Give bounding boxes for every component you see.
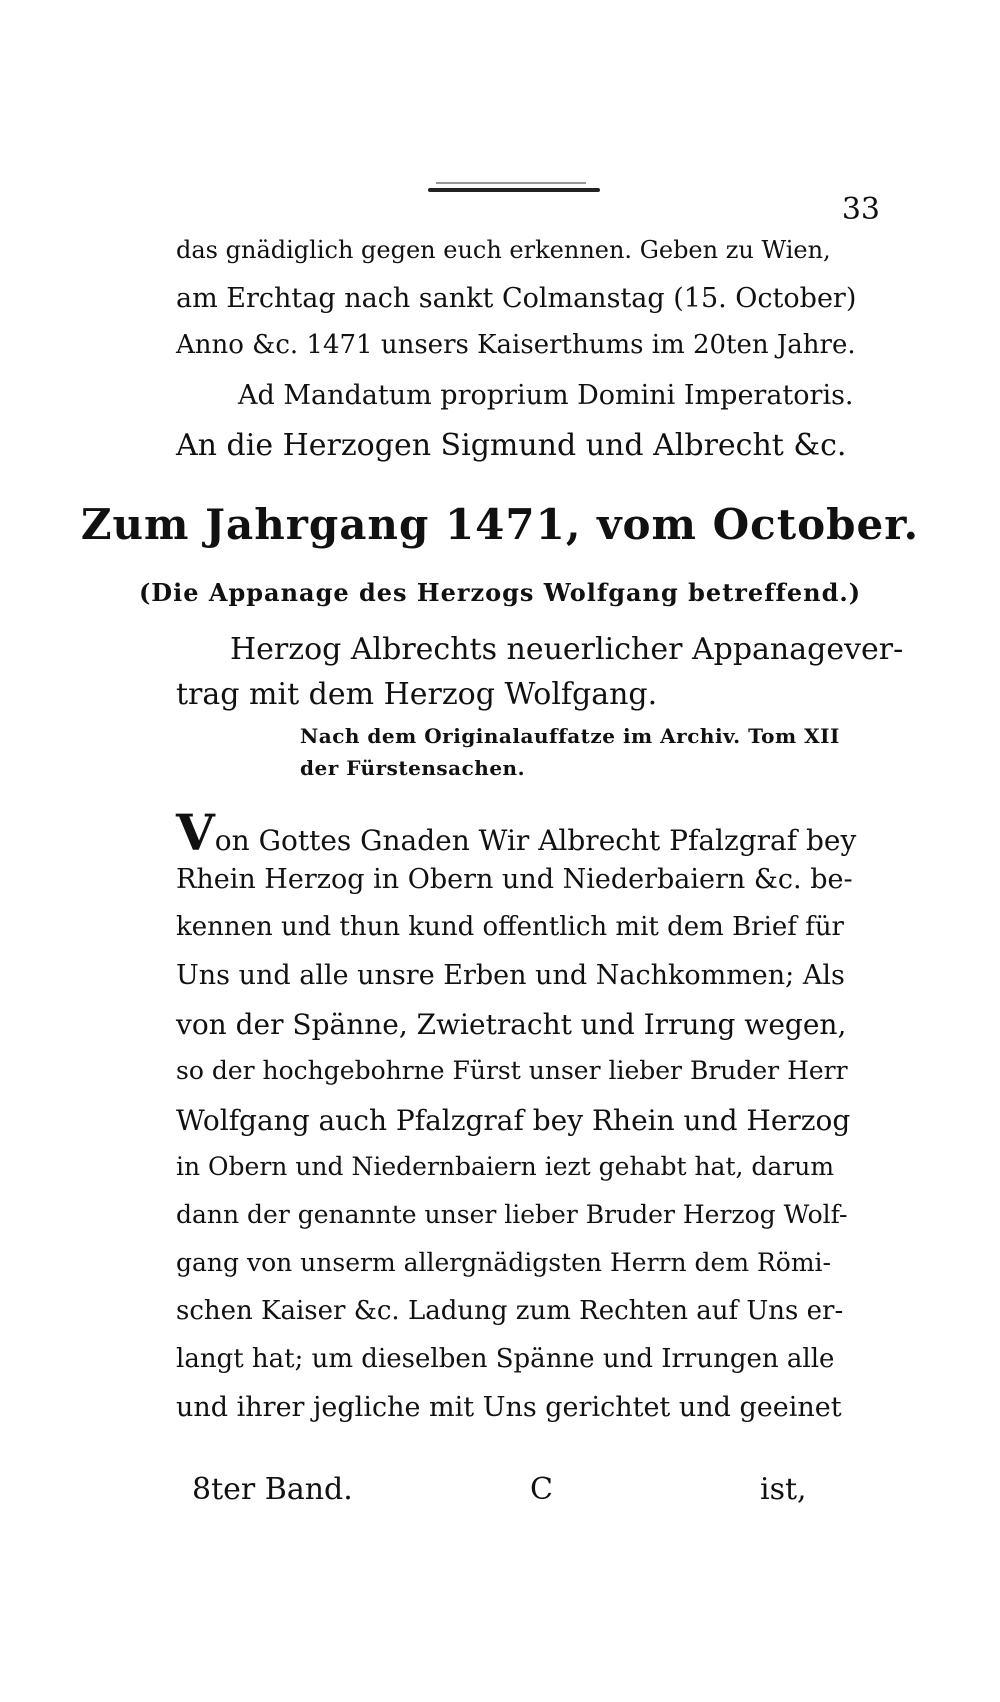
drop-cap: V bbox=[176, 803, 215, 862]
closing-line: am Erchtag nach sankt Colmanstag (15. October) bbox=[176, 283, 857, 314]
header-rule-shadow bbox=[436, 182, 586, 184]
main-text-first-line bbox=[176, 803, 857, 862]
signature-line: Ad Mandatum proprium Domini Imperatoris. bbox=[238, 380, 854, 411]
main-text-line: kennen und thun kund offentlich mit dem Brief für bbox=[176, 912, 844, 942]
main-text-line: Wolfgang auch Pfalzgraf bey Rhein und Herzog bbox=[176, 1104, 851, 1137]
main-text-line: on Gottes Gnaden Wir Albrecht Pfalzgraf bey bbox=[214, 824, 857, 857]
signature-line: An die Herzogen Sigmund und Albrecht &c. bbox=[176, 428, 847, 463]
source-note-line: der Fürstensachen. bbox=[300, 756, 526, 780]
gathering-letter: C bbox=[530, 1472, 553, 1507]
document-title-line: trag mit dem Herzog Wolfgang. bbox=[176, 677, 658, 712]
main-text-line: Rhein Herzog in Obern und Niederbaiern &c. be- bbox=[176, 864, 853, 895]
section-subheading: (Die Appanage des Herzogs Wolfgang betreffend.) bbox=[138, 578, 862, 607]
main-text-line: in Obern und Niedernbaiern iezt gehabt hat, darum bbox=[176, 1152, 835, 1181]
main-text-line: gang von unserm allergnädigsten Herrn dem Römi- bbox=[176, 1248, 832, 1277]
main-text-line: schen Kaiser &c. Ladung zum Rechten auf Uns er- bbox=[176, 1296, 844, 1326]
signature-mark: 8ter Band. bbox=[192, 1472, 353, 1507]
document-title-line: Herzog Albrechts neuerlicher Appanagever- bbox=[230, 632, 904, 667]
main-text-line: von der Spänne, Zwietracht und Irrung wegen, bbox=[176, 1008, 847, 1041]
closing-line: Anno &c. 1471 unsers Kaiserthums im 20ten Jahre. bbox=[176, 330, 856, 360]
main-text-line: dann der genannte unser lieber Bruder Herzog Wolf- bbox=[176, 1200, 848, 1229]
section-heading: Zum Jahrgang 1471, vom October. bbox=[80, 500, 920, 549]
header-rule bbox=[428, 188, 600, 192]
main-text-line: und ihrer jegliche mit Uns gerichtet und geeinet bbox=[176, 1392, 842, 1423]
catchword: ist, bbox=[760, 1472, 807, 1507]
page-number: 33 bbox=[841, 192, 880, 227]
closing-line: das gnädiglich gegen euch erkennen. Geben zu Wien, bbox=[176, 236, 831, 264]
main-text-line: so der hochgebohrne Fürst unser lieber Bruder Herr bbox=[176, 1056, 848, 1085]
source-note-line: Nach dem Originalauffatze im Archiv. Tom XII bbox=[300, 724, 840, 748]
main-text-line: Uns und alle unsre Erben und Nachkommen; Als bbox=[176, 960, 845, 991]
main-text-line: langt hat; um dieselben Spänne und Irrungen alle bbox=[176, 1344, 835, 1374]
